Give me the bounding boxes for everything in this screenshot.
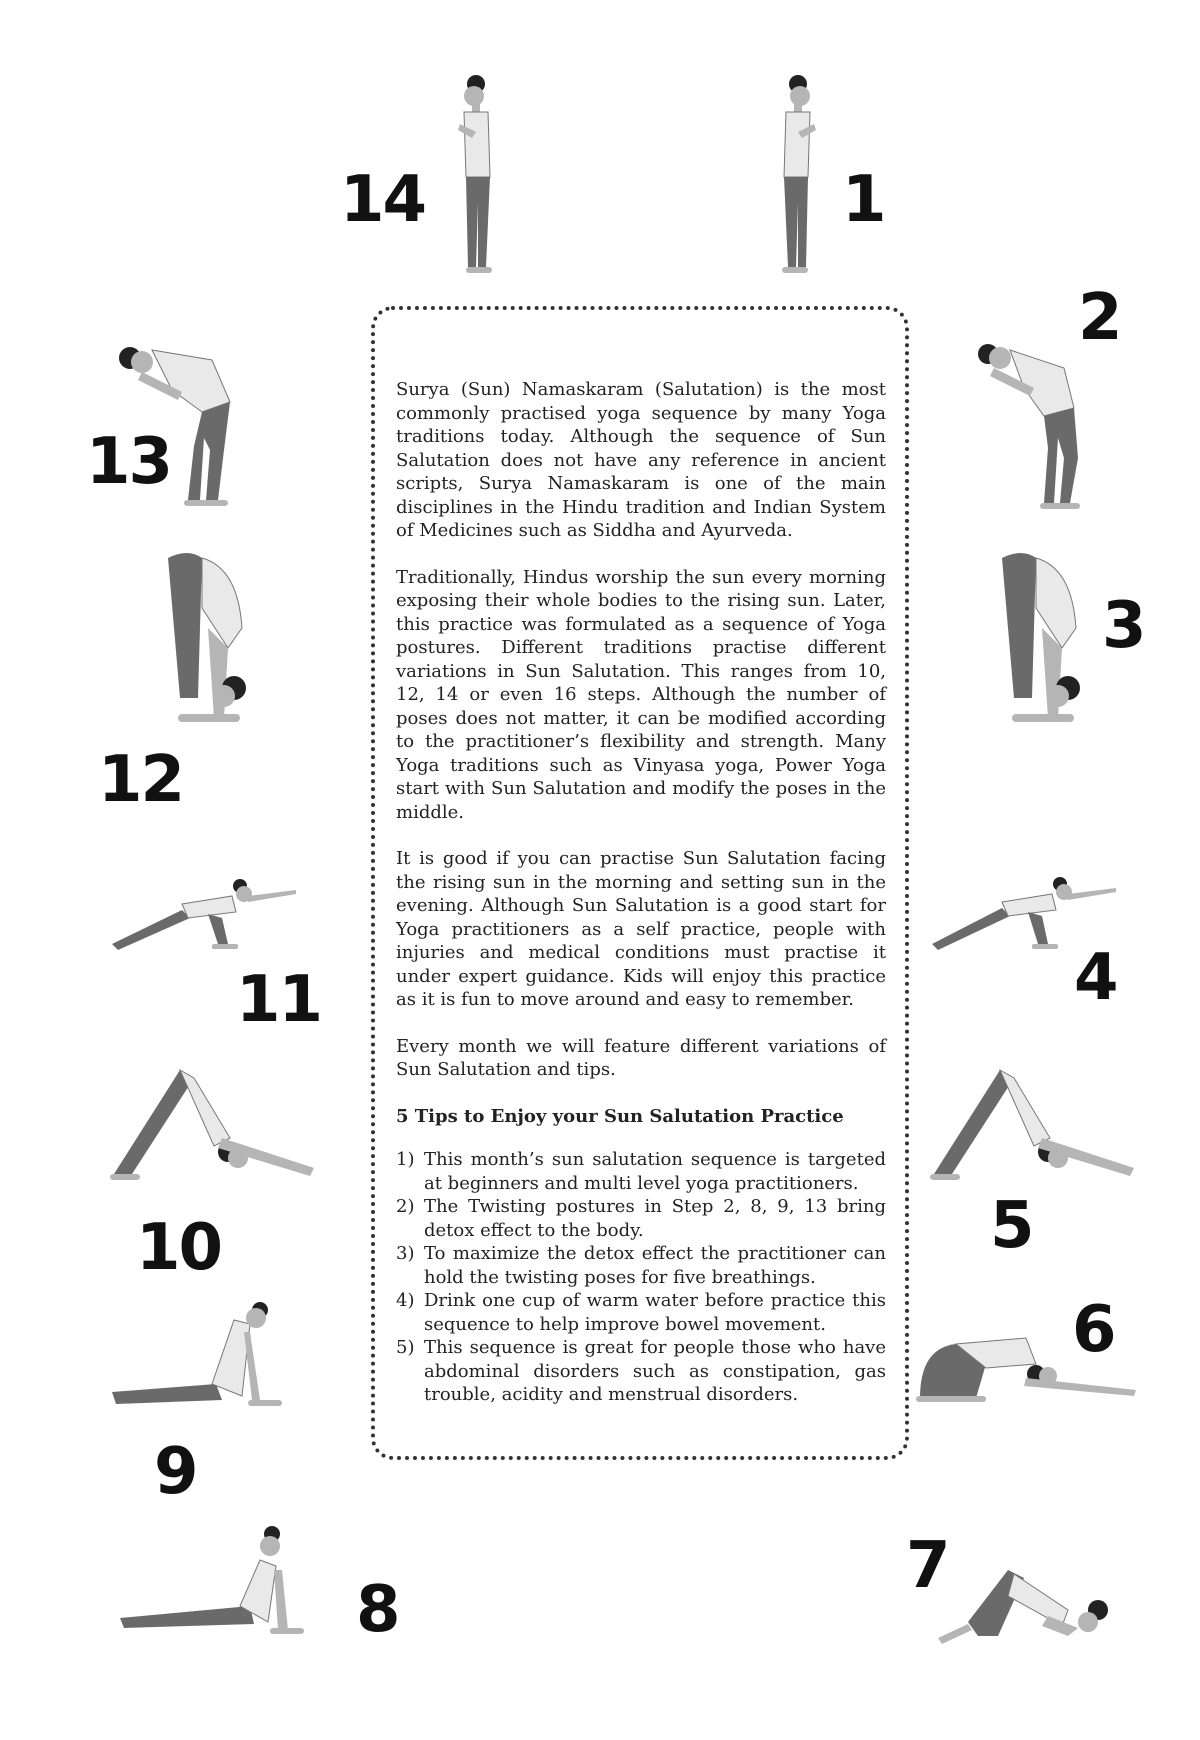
step-number-7: 7 — [906, 1529, 949, 1603]
monthly-feature-paragraph: Every month we will feature different variations of Sun Salutation and tips. — [396, 1035, 886, 1080]
pose-8-cobra-icon — [120, 1526, 306, 1636]
tip-marker: 4) — [396, 1290, 415, 1311]
tip-item — [396, 1289, 886, 1336]
tip-marker: 3) — [396, 1243, 415, 1264]
pose-3-forward-fold-icon — [992, 548, 1090, 728]
tip-item — [396, 1195, 886, 1242]
tip-marker: 2) — [396, 1196, 415, 1217]
pose-12-forward-fold-icon — [158, 548, 256, 728]
history-paragraph: Traditionally, Hindus worship the sun every morning exposing their whole bodies to the rising sun. Later, this practice was formulated as a sequence of Yoga postures. Different traditions practise different variations in Sun Salutation. This ranges from 10, 12, 14 or even 16 steps. Although the number of poses does not matter, it can be modified according to the practitioner’s flexibility and strength. Many Yoga traditions such as Vinyasa yoga, Power Yoga start with Sun Salutation and modify the poses in the middle. — [396, 566, 886, 823]
tip-marker: 5) — [396, 1337, 415, 1358]
pose-6-child-pose-icon — [916, 1334, 1136, 1404]
pose-14-standing-prayer-icon — [448, 72, 508, 277]
pose-9-upward-dog-icon — [112, 1300, 294, 1410]
tips-list — [396, 1148, 886, 1407]
step-number-5: 5 — [990, 1189, 1033, 1263]
step-number-14: 14 — [340, 163, 426, 237]
step-number-10: 10 — [136, 1211, 222, 1285]
step-number-9: 9 — [154, 1435, 197, 1509]
pose-5-downward-dog-icon — [930, 1068, 1134, 1182]
pose-7-knees-chest-chin-icon — [938, 1566, 1116, 1646]
step-number-12: 12 — [98, 743, 184, 817]
intro-paragraph: Surya (Sun) Namaskaram (Salutation) is the most commonly practised yoga sequence by many Yoga traditions today. Although the sequence of Sun Salutation does not have any reference in ancient scripts, Surya Namaskaram is one of the main disciplines in the Hindu tradition and Indian System of Medicines such as Siddha and Ayurveda. — [396, 379, 886, 541]
pose-13-standing-twist-icon — [112, 330, 242, 510]
tip-item — [396, 1242, 886, 1289]
tips-heading: 5 Tips to Enjoy your Sun Salutation Practice — [396, 1105, 844, 1127]
step-number-6: 6 — [1072, 1293, 1115, 1367]
pose-2-standing-twist-icon — [974, 328, 1094, 513]
tip-marker: 1) — [396, 1149, 415, 1170]
step-number-8: 8 — [356, 1573, 399, 1647]
tip-text: The Twisting postures in Step 2, 8, 9, 13 bring detox effect to the body. — [424, 1196, 886, 1241]
step-number-4: 4 — [1074, 941, 1117, 1015]
tip-item — [396, 1148, 886, 1195]
step-number-1: 1 — [842, 163, 885, 237]
step-number-13: 13 — [86, 425, 172, 499]
pose-10-downward-dog-icon — [110, 1068, 314, 1182]
pose-4-lunge-reach-icon — [932, 872, 1118, 950]
tip-text: To maximize the detox effect the practitioner can hold the twisting poses for five breathings. — [424, 1243, 886, 1288]
step-number-2: 2 — [1078, 281, 1121, 355]
step-number-11: 11 — [236, 963, 322, 1037]
article-content — [396, 378, 886, 1407]
tip-text: This month’s sun salutation sequence is targeted at beginners and multi level yoga practitioners. — [424, 1149, 886, 1194]
practice-paragraph: It is good if you can practise Sun Salutation facing the rising sun in the morning and setting sun in the evening. Although Sun Salutation is a good start for Yoga practitioners as a self practice, people with injuries and medical conditions must practise it under expert guidance. Kids will enjoy this practice as it is fun to move around and easy to remember. — [396, 848, 886, 1010]
step-number-3: 3 — [1102, 589, 1145, 663]
tip-text: Drink one cup of warm water before practice this sequence to help improve bowel movement. — [424, 1290, 886, 1335]
tip-text: This sequence is great for people those who have abdominal disorders such as constipation, gas trouble, acidity and menstrual disorders. — [424, 1337, 886, 1405]
pose-11-lunge-reach-icon — [112, 874, 298, 950]
tip-item — [396, 1336, 886, 1407]
pose-1-standing-prayer-icon — [766, 72, 826, 277]
